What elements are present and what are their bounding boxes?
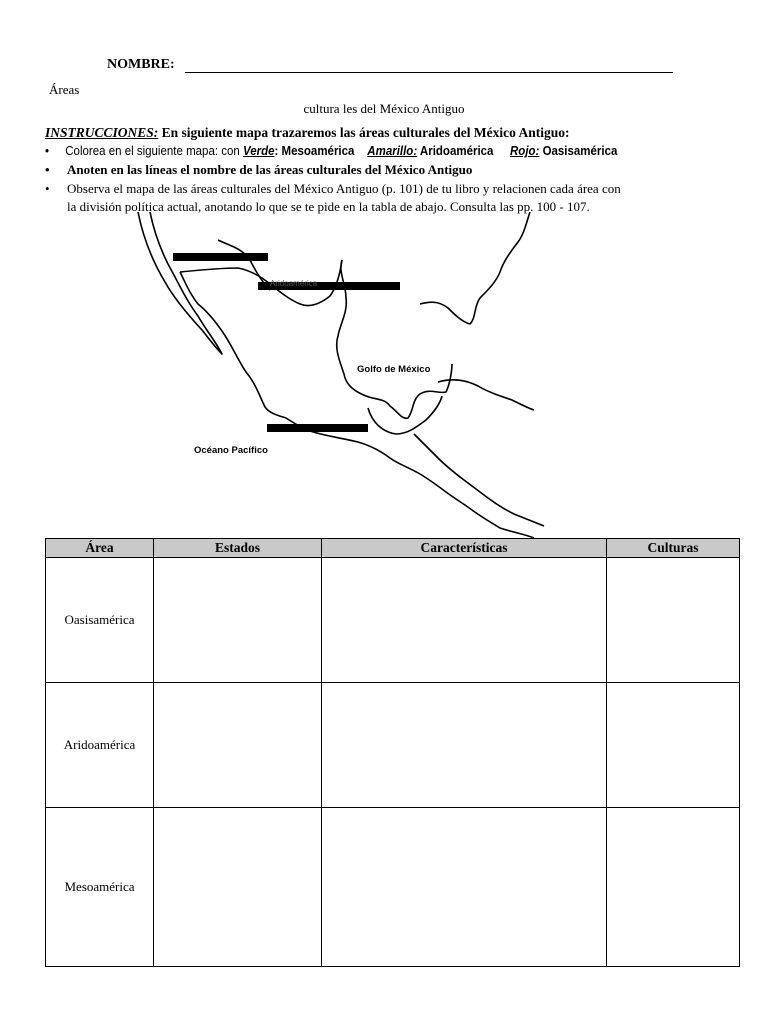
cuba-outline — [438, 380, 534, 410]
lines-instruction-text: Anoten en las líneas el nombre de las áreas culturales del México Antiguo — [67, 162, 473, 177]
rojo-value: Oasisamérica — [539, 144, 618, 158]
area-cell: Aridoamérica — [46, 683, 154, 808]
culturas-cell[interactable] — [607, 683, 740, 808]
nombre-label: NOMBRE: — [107, 57, 175, 72]
document-subtitle: cultura les del México Antiguo — [303, 101, 465, 116]
areas-heading: Áreas — [49, 82, 80, 97]
header-estados: Estados — [154, 539, 322, 558]
answer-line-3[interactable] — [267, 424, 368, 432]
nombre-input-line[interactable] — [185, 72, 673, 73]
estados-cell[interactable] — [154, 683, 322, 808]
instruction-bullet-color — [45, 144, 617, 158]
instruction-bullet-lines — [45, 162, 472, 178]
yucatan-outline — [368, 396, 442, 434]
instructions-text: En siguiente mapa trazaremos las áreas culturales del México Antiguo: — [158, 125, 570, 140]
table-row-oasisamerica — [46, 558, 740, 683]
caracteristicas-cell[interactable] — [322, 558, 607, 683]
culturas-cell[interactable] — [607, 558, 740, 683]
gulf-label: Golfo de México — [357, 364, 431, 375]
amarillo-key: Amarillo: — [367, 144, 418, 158]
verde-value: : Mesoamérica — [274, 144, 355, 158]
rojo-key: Rojo: — [509, 144, 540, 158]
estados-cell[interactable] — [154, 558, 322, 683]
header-caracteristicas: Características — [322, 539, 607, 558]
baja-california-outline — [138, 212, 222, 354]
instruction-bullet-observe — [45, 181, 621, 197]
area-cell: Mesoamérica — [46, 808, 154, 967]
faint-area-label: Aridoamérica — [270, 279, 318, 288]
answer-line-1[interactable] — [173, 253, 268, 261]
caracteristicas-cell[interactable] — [322, 683, 607, 808]
instructions-label: INSTRUCCIONES: — [45, 125, 159, 140]
instructions-heading — [45, 125, 570, 141]
header-area: Área — [46, 539, 154, 558]
observe-instruction-line1: Observa el mapa de las áreas culturales del México Antiguo (p. 101) de tu libro y relacionen cada área con — [67, 181, 621, 196]
estados-cell[interactable] — [154, 808, 322, 967]
observe-instruction-line2: la división política actual, anotando lo que se te pide en la tabla de abajo. Consulta las pp. 100 - 107. — [67, 199, 590, 214]
bullet-dot: • — [45, 162, 50, 177]
mainland-pacific-coast — [180, 272, 534, 538]
bullet-dot: • — [45, 144, 50, 158]
areas-table — [45, 538, 740, 967]
central-america-outline — [414, 434, 544, 526]
color-instruction-prefix: Colorea en el siguiente mapa: con — [65, 144, 243, 158]
culturas-cell[interactable] — [607, 808, 740, 967]
table-row-mesoamerica — [46, 808, 740, 967]
verde-key: Verde — [242, 144, 275, 158]
header-culturas: Culturas — [607, 539, 740, 558]
table-header-row — [46, 539, 740, 558]
table-row-aridoamerica — [46, 683, 740, 808]
caracteristicas-cell[interactable] — [322, 808, 607, 967]
bullet-dot: • — [45, 181, 50, 196]
area-cell: Oasisamérica — [46, 558, 154, 683]
ocean-label: Océano Pacífico — [194, 445, 268, 456]
florida-outline — [420, 212, 530, 324]
amarillo-value: Aridoamérica — [417, 144, 494, 158]
mexico-map — [120, 212, 605, 538]
